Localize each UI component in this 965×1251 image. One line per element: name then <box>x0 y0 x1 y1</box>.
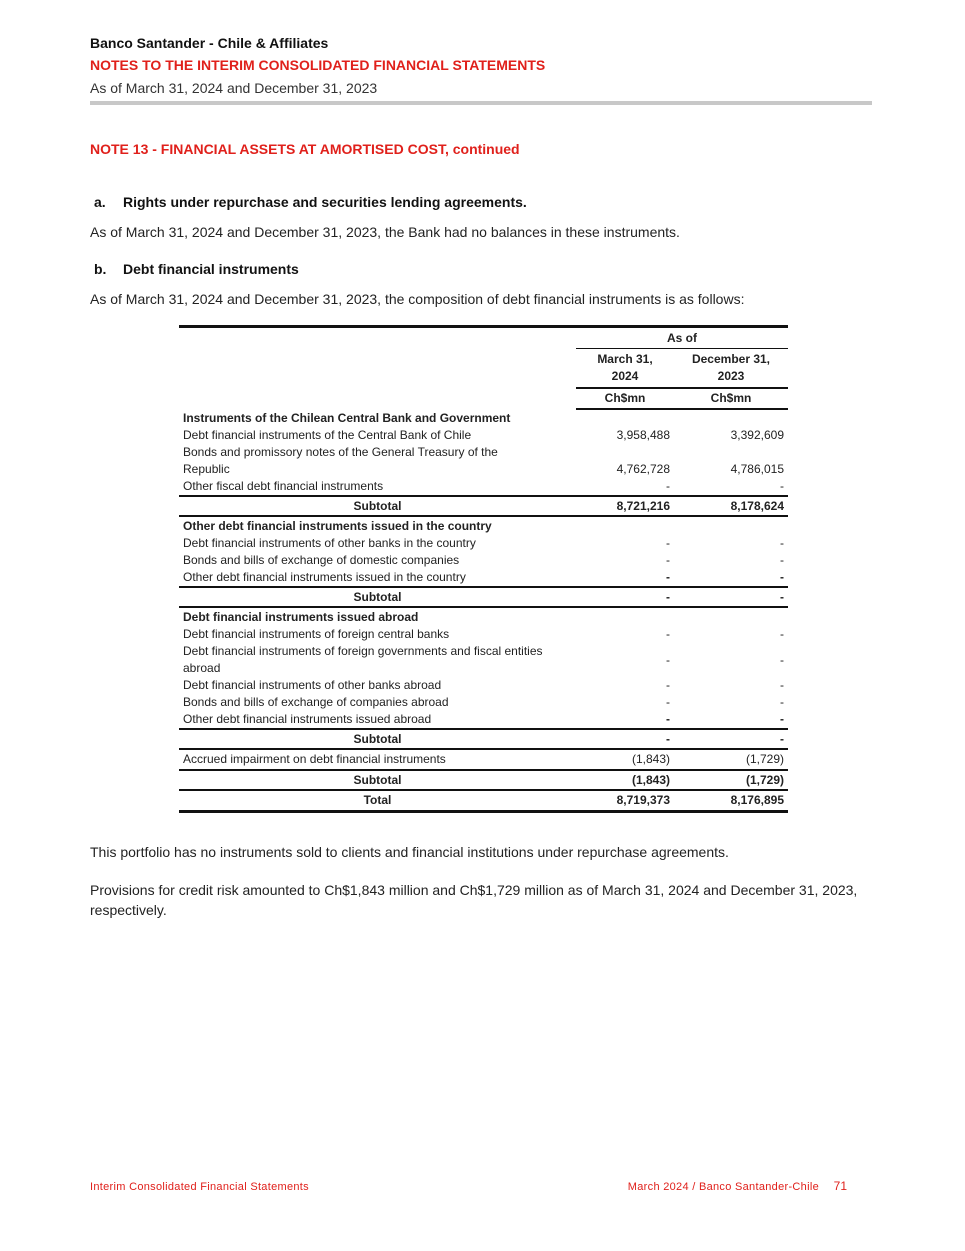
total-2024: 8,719,373 <box>576 790 674 812</box>
group-domestic <box>179 516 788 535</box>
provisions-paragraph: Provisions for credit risk amounted to Ch$1,843 million and Ch$1,729 million as of March 31, 2024 and December 31, 2023, respectively. <box>90 882 858 918</box>
row-value-2023: - <box>780 479 784 493</box>
section-b-letter: b. <box>94 261 107 277</box>
row-value-2023: - <box>780 712 784 726</box>
unit-col1: Ch$mn <box>576 388 674 409</box>
row-value-2023: - <box>780 695 784 709</box>
section-b-text: As of March 31, 2024 and December 31, 2023, the composition of debt financial instruments is as follows: <box>90 291 745 307</box>
row-label: Debt financial instruments of the Central Bank of Chile <box>183 428 472 442</box>
subtotal-label: Subtotal <box>179 770 576 790</box>
section-b-title: Debt financial instruments <box>123 261 299 277</box>
section-b-heading <box>94 261 299 277</box>
row-value-2023: - <box>780 553 784 567</box>
group-abroad <box>179 607 788 626</box>
row-label: Other fiscal debt financial instruments <box>183 479 384 493</box>
as-of-header: As of <box>576 327 788 349</box>
table-row <box>179 444 788 478</box>
row-label: Bonds and bills of exchange of domestic companies <box>183 553 460 567</box>
row-value-2024: (1,843) <box>631 752 670 766</box>
table-row <box>179 427 788 444</box>
total-label: Total <box>179 790 576 812</box>
row-value-2024: - <box>666 652 670 667</box>
subtotal-2023: - <box>674 587 788 607</box>
row-value-2024: - <box>666 536 670 550</box>
subtotal-2024: (1,843) <box>576 770 674 790</box>
subtotal-2023: - <box>674 729 788 749</box>
table-header-dates <box>179 349 788 389</box>
subtotal-label: Subtotal <box>179 587 576 607</box>
table-row <box>179 535 788 552</box>
repurchase-paragraph: This portfolio has no instruments sold to clients and financial institutions under repurchase agreements. <box>90 844 729 860</box>
group-central-bank <box>179 409 788 427</box>
table-header-asof <box>179 327 788 349</box>
section-a-title: Rights under repurchase and securities lending agreements. <box>123 194 527 210</box>
table-header-units <box>179 388 788 409</box>
subtotal-2024: 8,721,216 <box>576 496 674 516</box>
note-heading: NOTE 13 - FINANCIAL ASSETS AT AMORTISED COST, continued <box>90 141 520 157</box>
table-row <box>179 711 788 729</box>
subtotal-row <box>179 770 788 790</box>
section-a-heading <box>94 194 527 210</box>
table-row <box>179 677 788 694</box>
group-title: Debt financial instruments issued abroad <box>183 610 419 624</box>
subtotal-2023: 8,178,624 <box>674 496 788 516</box>
row-value-2024: - <box>666 695 670 709</box>
row-value-2024: 4,762,728 <box>616 462 670 476</box>
row-label: Debt financial instruments of foreign central banks <box>183 627 450 641</box>
unit-col2: Ch$mn <box>674 388 788 409</box>
subtotal-2024: - <box>576 587 674 607</box>
as-of-date: As of March 31, 2024 and December 31, 2023 <box>90 80 378 96</box>
row-value-2023: (1,729) <box>745 752 784 766</box>
table-row <box>179 478 788 496</box>
table-row <box>179 626 788 643</box>
footer-right: March 2024 / Banco Santander-Chile <box>627 1181 819 1193</box>
subtotal-2023: (1,729) <box>674 770 788 790</box>
subtotal-row <box>179 496 788 516</box>
header-divider <box>90 101 872 105</box>
page-number: 71 <box>833 1179 847 1193</box>
row-value-2023: - <box>780 652 784 667</box>
row-label: Debt financial instruments of other banks abroad <box>183 678 442 692</box>
row-label: Accrued impairment on debt financial instruments <box>183 752 446 766</box>
table-row <box>179 694 788 711</box>
row-value-2024: 3,958,488 <box>616 428 670 442</box>
row-label: Debt financial instruments of foreign governments and fiscal entities abroad <box>183 644 543 675</box>
notes-title: NOTES TO THE INTERIM CONSOLIDATED FINANCIAL STATEMENTS <box>90 57 546 73</box>
row-value-2024: - <box>666 712 670 726</box>
row-label: Bonds and bills of exchange of companies abroad <box>183 695 449 709</box>
row-value-2024: - <box>666 570 670 584</box>
impairment-row <box>179 749 788 770</box>
row-label: Debt financial instruments of other banks in the country <box>183 536 476 550</box>
col-december-header: December 31, 2023 <box>674 349 788 389</box>
subtotal-label: Subtotal <box>179 729 576 749</box>
row-value-2024: - <box>666 553 670 567</box>
section-a-text: As of March 31, 2024 and December 31, 2023, the Bank had no balances in these instruments. <box>90 224 680 240</box>
row-value-2024: - <box>666 627 670 641</box>
footer-left: Interim Consolidated Financial Statements <box>90 1181 309 1193</box>
table-row <box>179 569 788 587</box>
table-row <box>179 643 788 677</box>
debt-instruments-table <box>179 325 788 813</box>
row-label: Other debt financial instruments issued in the country <box>183 570 466 584</box>
subtotal-2024: - <box>576 729 674 749</box>
row-value-2024: - <box>666 678 670 692</box>
row-value-2024: - <box>666 479 670 493</box>
row-value-2023: - <box>780 627 784 641</box>
row-value-2023: 3,392,609 <box>730 428 784 442</box>
row-value-2023: - <box>780 570 784 584</box>
col-march-header: March 31, 2024 <box>576 349 674 389</box>
section-a-letter: a. <box>94 194 106 210</box>
row-value-2023: - <box>780 678 784 692</box>
table-row <box>179 552 788 569</box>
total-row <box>179 790 788 812</box>
row-label: Other debt financial instruments issued abroad <box>183 712 432 726</box>
row-value-2023: - <box>780 536 784 550</box>
subtotal-label: Subtotal <box>179 496 576 516</box>
company-name: Banco Santander - Chile & Affiliates <box>90 35 329 51</box>
row-value-2023: 4,786,015 <box>730 462 784 476</box>
subtotal-row <box>179 587 788 607</box>
total-2023: 8,176,895 <box>674 790 788 812</box>
group-title: Other debt financial instruments issued in the country <box>183 519 492 533</box>
row-label: Bonds and promissory notes of the General Treasury of the Republic <box>183 445 498 476</box>
group-title: Instruments of the Chilean Central Bank and Government <box>183 411 511 425</box>
subtotal-row <box>179 729 788 749</box>
